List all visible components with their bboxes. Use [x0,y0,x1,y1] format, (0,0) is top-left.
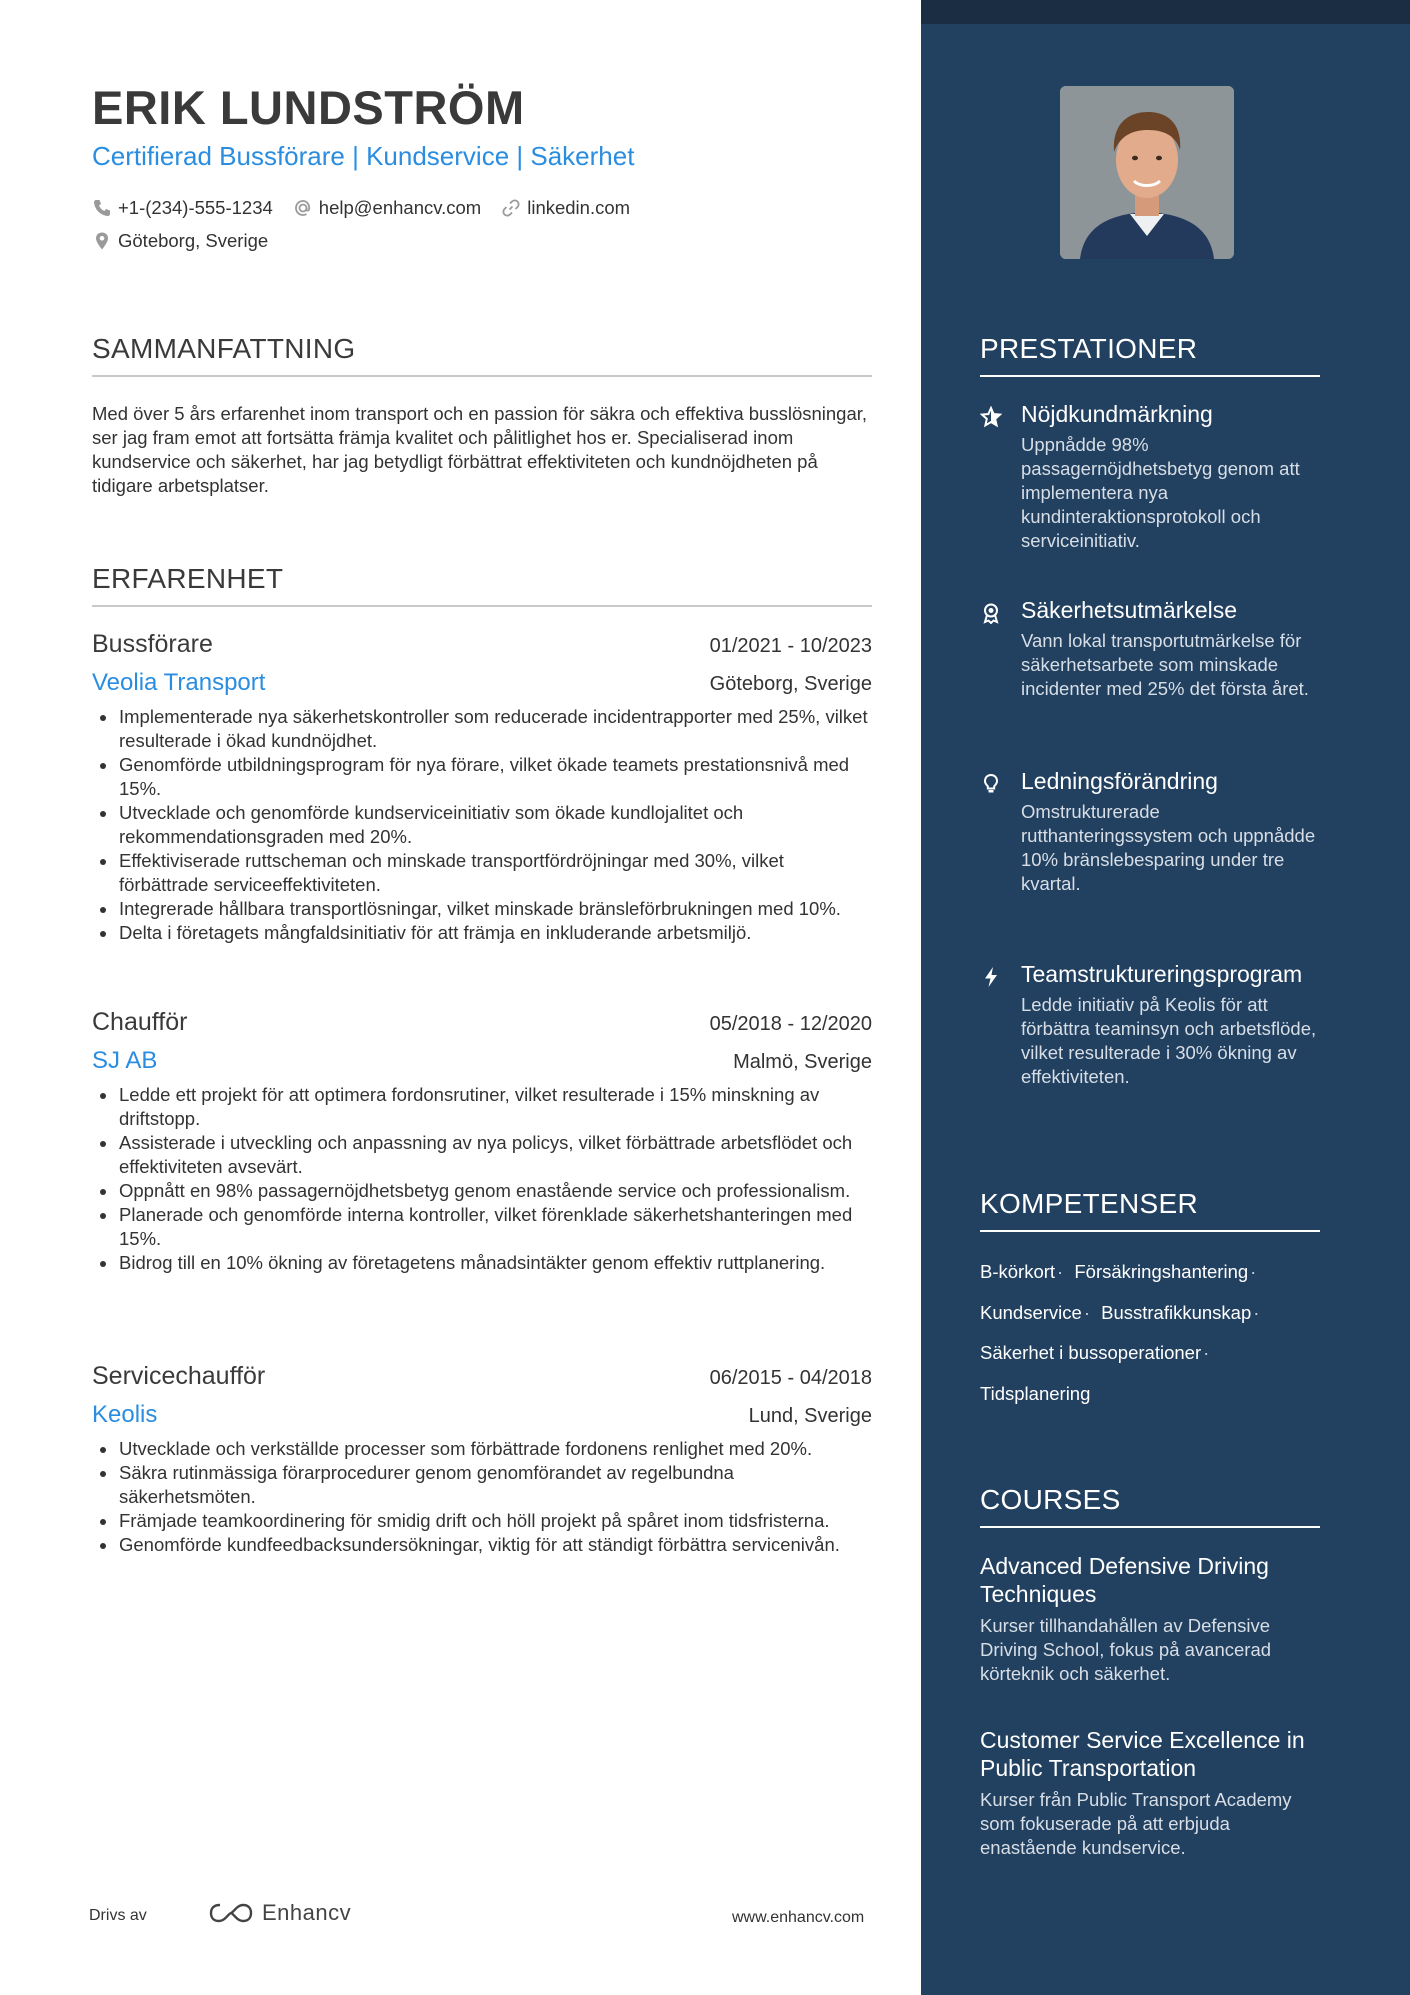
achievement-desc: Omstrukturerade rutthanteringssystem och uppnådde 10% bränslebesparing under tre kvartal. [1021,801,1316,894]
skill-tag: Busstrafikkunskap · [1101,1302,1265,1323]
course-item [980,1726,1320,1860]
job-bullet: Säkra rutinmässiga förarprocedurer genom genomförandet av regelbundna säkerhetsmöten. [92,1461,872,1509]
lightbulb-icon [980,773,1002,795]
job-bullet: Implementerade nya säkerhetskontroller som reducerade incidentrapporter med 25%, vilket resulterade i ökad kundnöjdhet. [92,705,872,753]
job-bullets [92,1083,872,1275]
achievement-title: Säkerhetsutmärkelse [1021,597,1238,623]
job-bullet: Utvecklade och genomförde kundserviceinitiativ som ökade kundlojalitet och rekommendationsgraden med 20%. [92,801,872,849]
experience-title: ERFARENHET [92,563,872,607]
job-entry [92,1362,872,1557]
job-bullet: Utvecklade och verkställde processer som förbättrade fordonens renlighet med 20%. [92,1437,872,1461]
skill-separator: · [1253,1301,1260,1323]
job-location: Lund, Sverige [748,1405,872,1427]
summary-title: SAMMANFATTNING [92,333,872,377]
job-bullet: Planerade och genomförde interna kontroller, vilket förenklade säkerhetshanteringen med 15%. [92,1203,872,1251]
contact-email[interactable] [293,197,481,219]
skill-separator: · [1250,1261,1257,1282]
achievement-desc: Vann lokal transportutmärkelse för säkerhetsarbete som minskade incidenter med 25% det första året. [1021,630,1309,699]
skill-separator: · [1083,1301,1090,1323]
skill-separator: · [1203,1342,1210,1363]
achievement-desc: Uppnådde 98% passagernöjdhetsbetyg genom att implementera nya kundinteraktionsprotokoll och serviceinitiativ. [1021,434,1300,551]
star-icon [980,406,1002,428]
job-company[interactable]: Keolis [92,1401,158,1428]
achievement-title: Teamstruktureringsprogram [1021,961,1303,987]
skill-tag: Försäkringshantering · [1074,1261,1262,1282]
course-desc: Kurser tillhandahållen av Defensive Driving School, fokus på avancerad körteknik och säkerhet. [980,1615,1272,1684]
job-bullet: Bidrog till en 10% ökning av företagetens månadsintäkter genom effektiv ruttplanering. [92,1251,872,1275]
job-bullet: Effektiviserade ruttscheman och minskade transportfördröjningar med 30%, vilket förbättrade serviceeffektiviteten. [92,849,872,897]
footer-url[interactable]: www.enhancv.com [732,1909,865,1926]
job-location: Malmö, Sverige [733,1051,872,1073]
contact-row [92,197,650,219]
job-dates: 06/2015 - 04/2018 [709,1367,872,1389]
achievement-desc: Ledde initiativ på Keolis för att förbättra teaminsyn och arbetsflöde, vilket resulterade i 30% ökning av effektiviteten. [1021,994,1317,1087]
achievement-item [980,400,1320,553]
job-bullet: Främjade teamkoordinering för smidig drift och höll projekt på spåret inom tidsfristerna. [92,1509,872,1533]
achievement-title: Nöjdkundmärkning [1021,401,1213,427]
bolt-icon [980,966,1002,988]
job-dates: 05/2018 - 12/2020 [709,1013,872,1035]
award-icon [980,602,1002,624]
achievement-item [980,960,1320,1089]
skills-section [980,1188,1320,1414]
achievement-item [980,767,1320,896]
skills-title: KOMPETENSER [980,1188,1320,1232]
job-title: Bussförare [92,630,213,658]
headline: Certifierad Bussförare | Kundservice | Säkerhet [92,141,635,171]
contact-linkedin[interactable] [501,197,630,219]
job-company[interactable]: SJ AB [92,1047,158,1074]
job-entry [92,630,872,945]
candidate-name: ERIK LUNDSTRÖM [92,81,525,134]
job-dates: 01/2021 - 10/2023 [709,635,872,657]
skills-list [980,1252,1320,1414]
contact-row-2 [92,230,288,252]
sidebar-top-band [921,0,1410,24]
job-bullets [92,705,872,945]
job-bullet: Ledde ett projekt för att optimera fordonsrutiner, vilket resulterade i 15% minskning av driftstopp. [92,1083,872,1131]
job-location: Göteborg, Sverige [709,673,872,695]
profile-photo [1060,86,1234,259]
email-text: help@enhancv.com [318,197,482,218]
enhancv-logo[interactable] [208,1900,351,1926]
job-bullet: Integrerade hållbara transportlösningar, vilket minskade bränsleförbrukningen med 10%. [92,897,872,921]
sidebar [921,0,1410,1995]
skill-tag: Säkerhet i bussoperationer · [980,1342,1215,1363]
contact-location [92,230,268,252]
skill-separator: · [1057,1261,1064,1282]
job-bullet: Genomförde kundfeedbacksundersökningar, viktig för att ständigt förbättra servicenivån. [92,1533,872,1557]
summary-text: Med över 5 års erfarenhet inom transport och en passion för säkra och effektiva busslösningar, ser jag fram emot att fortsätta främja kvalitet och pålitlighet hos er. Specialiserad inom kundservice och säkerhet, har jag betydligt förbättrat effektiviteten och kundnöjdheten på tidigare arbetsplatser. [92,403,868,496]
link-icon [501,198,521,218]
enhancv-logo-icon [208,1901,254,1925]
location-pin-icon [92,231,112,251]
course-title: Customer Service Excellence in Public Transportation [980,1727,1305,1781]
job-bullet: Oppnått en 98% passagernöjdhetsbetyg genom enastående service och professionalism. [92,1179,872,1203]
linkedin-text: linkedin.com [527,197,631,218]
achievement-title: Ledningsförändring [1021,768,1218,794]
job-bullets [92,1437,872,1557]
course-title: Advanced Defensive Driving Techniques [980,1553,1269,1607]
job-bullet: Genomförde utbildningsprogram för nya förare, vilket ökade teamets prestationsnivå med 15%. [92,753,872,801]
footer-brand: Enhancv [262,1900,352,1925]
courses-title: COURSES [980,1484,1320,1528]
job-title: Chaufför [92,1008,188,1036]
skill-tag: Kundservice · [980,1302,1096,1323]
profile-photo-illustration [1060,86,1234,259]
job-title: Servicechaufför [92,1362,266,1390]
course-desc: Kurser från Public Transport Academy som fokuserade på att erbjuda enastående kundservice. [980,1789,1292,1858]
job-company[interactable]: Veolia Transport [92,669,266,696]
achievements-section [980,333,1320,377]
course-item [980,1552,1320,1686]
job-bullet: Assisterade i utveckling och anpassning av nya policys, vilket förbättrade arbetsflödet och effektiviteten avsevärt. [92,1131,872,1179]
skill-tag: B-körkort · [980,1261,1069,1282]
achievement-item [980,596,1320,701]
at-icon [293,198,313,218]
courses-section [980,1484,1320,1528]
job-bullet: Delta i företagets mångfaldsinitiativ för att främja en inkluderande arbetsmiljö. [92,921,872,945]
job-entry [92,1008,872,1275]
skill-tag: Tidsplanering [980,1382,1091,1404]
footer-powered-by: Drivs av [89,1907,147,1924]
phone-icon [92,198,112,218]
contact-phone[interactable] [92,197,273,219]
location-text: Göteborg, Sverige [118,230,269,251]
phone-text: +1-(234)-555-1234 [118,197,273,218]
achievements-title: PRESTATIONER [980,333,1320,377]
